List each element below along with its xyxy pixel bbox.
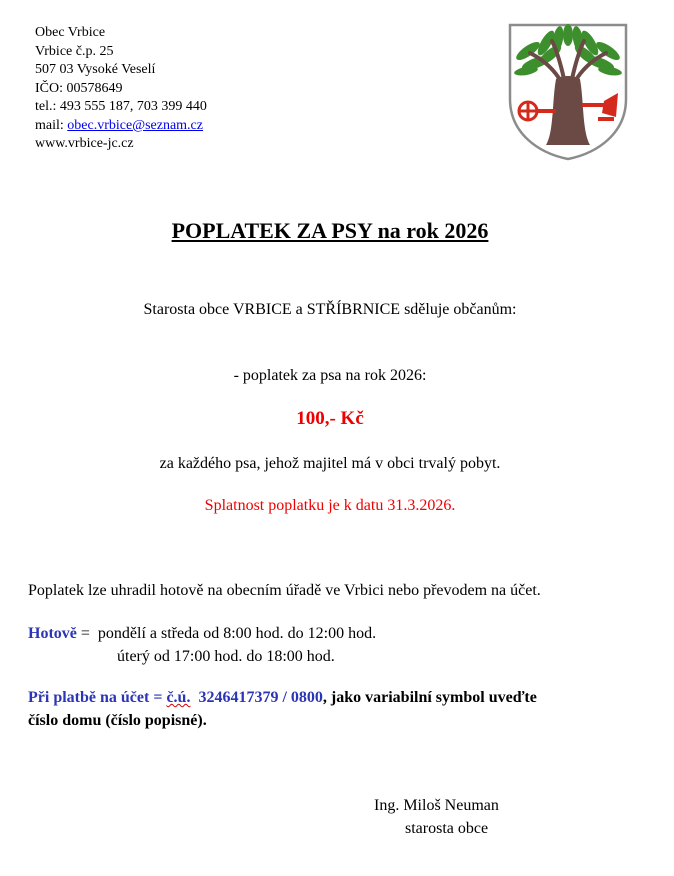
- coat-of-arms-icon: [506, 21, 630, 161]
- address-line2: 507 03 Vysoké Veselí: [35, 62, 156, 77]
- transfer-label: Při platbě na účet =: [28, 689, 167, 706]
- payment-intro: Poplatek lze uhradil hotově na obecním úřadě ve Vrbici nebo převodem na účet.: [28, 582, 541, 599]
- cash-label: Hotově: [28, 625, 77, 642]
- transfer-tail-2: číslo domu (číslo popisné).: [28, 712, 207, 729]
- transfer-tail: , jako variabilní symbol uveďte: [322, 689, 537, 706]
- condition-text: za každého psa, jehož majitel má v obci trvalý pobyt.: [159, 455, 501, 472]
- org-name: Obec Vrbice: [35, 25, 106, 40]
- due-date-text: Splatnost poplatku je k datu 31.3.2026.: [204, 497, 456, 514]
- phone: tel.: 493 555 187, 703 399 440: [35, 99, 207, 114]
- account-number: 3246417379 / 0800: [190, 689, 323, 706]
- address-line1: Vrbice č.p. 25: [35, 44, 114, 59]
- website: www.vrbice-jc.cz: [35, 136, 134, 151]
- signature-role: starosta obce: [405, 820, 489, 837]
- account-abbrev: č.ú.: [166, 689, 191, 706]
- cash-hours-2: úterý od 17:00 hod. do 18:00 hod.: [117, 648, 335, 665]
- mail-label: mail:: [35, 118, 68, 133]
- intro-text: Starosta obce VRBICE a STŘÍBRNICE sděluje občanům:: [143, 301, 517, 318]
- cash-equals: =: [76, 625, 98, 642]
- fee-line: - poplatek za psa na rok 2026:: [233, 367, 427, 384]
- ico: IČO: 00578649: [35, 81, 123, 96]
- cash-line: [28, 625, 376, 643]
- page-title: POPLATEK ZA PSY na rok 2026: [171, 218, 489, 243]
- signature-name: Ing. Miloš Neuman: [374, 797, 499, 814]
- cash-hours-1: pondělí a středa od 8:00 hod. do 12:00 hod.: [97, 625, 377, 642]
- transfer-line: [28, 689, 537, 707]
- email-link[interactable]: obec.vrbice@seznam.cz: [67, 118, 203, 133]
- price: 100,- Kč: [296, 408, 364, 429]
- mail-line: [35, 117, 203, 136]
